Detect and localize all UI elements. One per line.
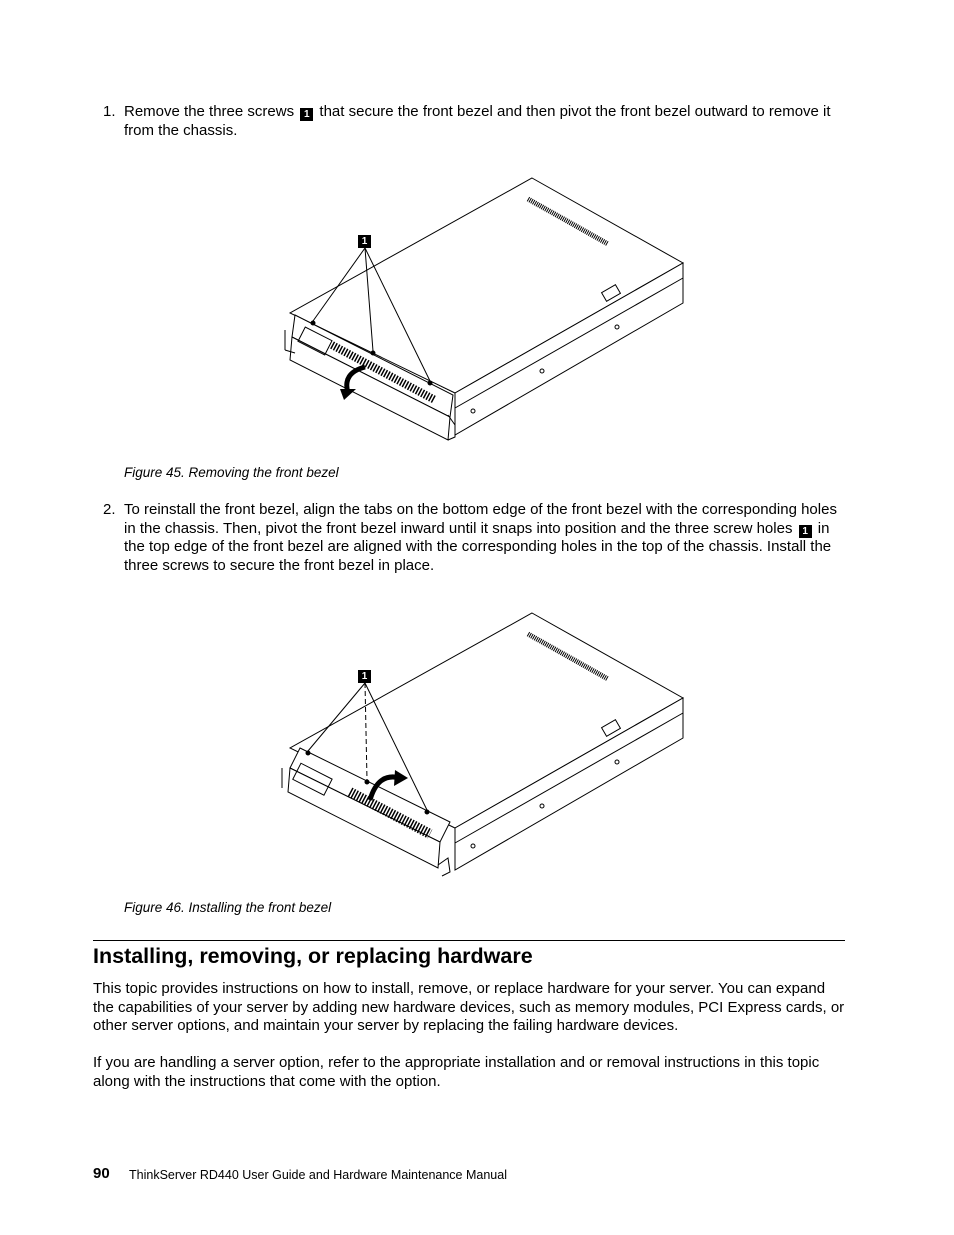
step-number: 1. [103,103,116,120]
footer-title: ThinkServer RD440 User Guide and Hardware Maintenance Manual [129,1168,507,1182]
server-illustration-remove [270,175,700,445]
step-text-after: in the top edge of the front bezel are aligned with the corresponding holes in the top of the chassis. Install the three screws to secure the front bezel in place. [124,519,832,574]
step-1 [103,103,843,140]
server-illustration-install [270,610,700,880]
figure-caption: Figure 45. Removing the front bezel [124,465,339,480]
callout-badge: 1 [300,108,313,121]
section-heading: Installing, removing, or replacing hardware [93,944,533,968]
step-text-after: that secure the front bezel and then pivot the front bezel outward to remove it from the chassis. [124,103,831,139]
step-number: 2. [103,501,116,518]
figure-callout: 1 [358,235,371,248]
page-number: 90 [93,1165,110,1182]
figure-removing-bezel [270,175,700,445]
step-text-before: To reinstall the front bezel, align the tabs on the bottom edge of the front bezel with the corresponding holes in the chassis. Then, pivot the front bezel inward until it snaps into position and the three screw holes [124,501,837,537]
section-paragraph: This topic provides instructions on how to install, remove, or replace hardware for your server. You can expand the capabilities of your server by adding new hardware devices, such as memory modules, PCI Express cards, or other server options, and maintain your server by replacing the failing hardware devices. [93,980,845,1034]
callout-badge: 1 [799,525,812,538]
section-paragraph: If you are handling a server option, refer to the appropriate installation and or removal instructions in this topic along with the instructions that come with the option. [93,1054,820,1090]
step-text-before: Remove the three screws [124,103,295,120]
figure-installing-bezel [270,610,700,880]
step-2 [103,501,843,575]
figure-callout: 1 [358,670,371,683]
section-divider [93,940,845,941]
figure-caption: Figure 46. Installing the front bezel [124,900,332,915]
